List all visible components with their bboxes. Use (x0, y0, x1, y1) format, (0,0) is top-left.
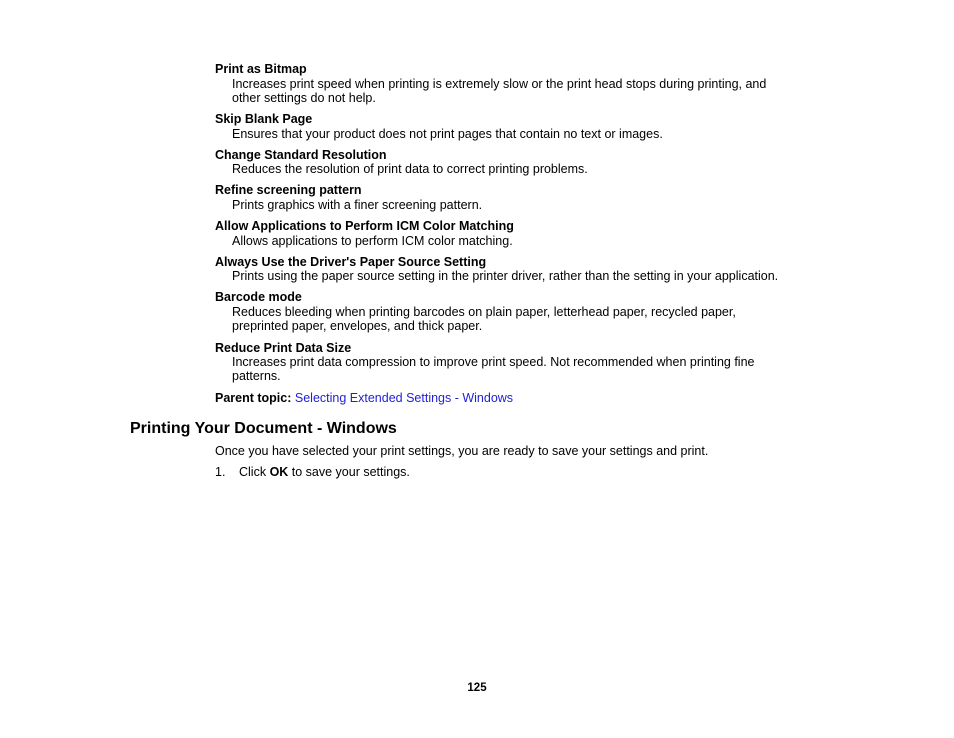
page-number: 125 (467, 682, 487, 694)
parent-topic (215, 391, 513, 405)
step-text-bold: OK (269, 465, 289, 479)
parent-topic-link[interactable]: Selecting Extended Settings - Windows (294, 391, 514, 405)
setting-desc-line: Increases print data compression to improve print speed. Not recommended when printing fine (232, 355, 755, 369)
step-number: 1. (215, 465, 226, 479)
setting-desc-line: Reduces the resolution of print data to correct printing problems. (232, 162, 588, 176)
setting-desc-line: Allows applications to perform ICM color matching. (232, 234, 513, 248)
section-heading: Printing Your Document - Windows (130, 420, 397, 437)
setting-desc-line: Ensures that your product does not print pages that contain no text or images. (232, 127, 663, 141)
setting-desc-line: preprinted paper, envelopes, and thick paper. (232, 319, 483, 333)
setting-term-barcode-mode: Barcode mode (215, 290, 302, 304)
setting-desc-line: Prints graphics with a finer screening pattern. (232, 198, 483, 212)
setting-term-print-as-bitmap: Print as Bitmap (215, 62, 307, 76)
setting-term-change-standard-resolution: Change Standard Resolution (215, 148, 387, 162)
setting-term-skip-blank-page: Skip Blank Page (215, 112, 313, 126)
setting-desc-line: other settings do not help. (232, 91, 376, 105)
parent-topic-label: Parent topic: (215, 391, 292, 405)
setting-desc-line: patterns. (232, 369, 281, 383)
setting-desc-line: Prints using the paper source setting in the printer driver, rather than the setting in your application. (232, 269, 779, 283)
section-intro: Once you have selected your print settings, you are ready to save your settings and print. (215, 444, 709, 458)
setting-term-reduce-print-data-size: Reduce Print Data Size (215, 341, 352, 355)
step-text-before: Click (239, 465, 270, 479)
setting-desc-line: Reduces bleeding when printing barcodes on plain paper, letterhead paper, recycled paper, (232, 305, 736, 319)
setting-term-driver-paper-source: Always Use the Driver's Paper Source Setting (215, 255, 487, 269)
step-item (215, 465, 410, 479)
setting-desc-line: Increases print speed when printing is extremely slow or the print head stops during printing, and (232, 77, 767, 91)
setting-term-allow-icm-color-matching: Allow Applications to Perform ICM Color Matching (215, 219, 514, 233)
step-text-after: to save your settings. (288, 465, 410, 479)
setting-term-refine-screening-pattern: Refine screening pattern (215, 183, 362, 197)
